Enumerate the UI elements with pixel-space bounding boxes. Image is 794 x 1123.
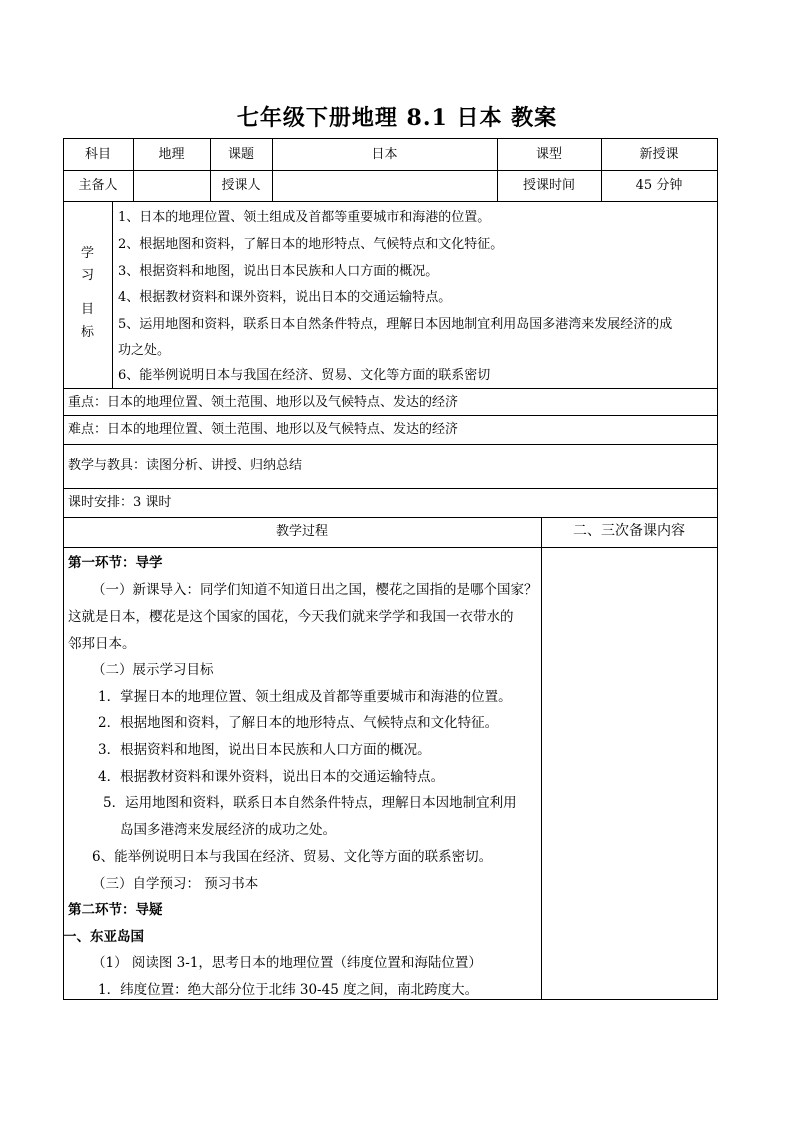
teaching-methods: 教学与教具：读图分析、讲授、归纳总结 — [68, 458, 303, 473]
goal-item: 2．根据地图和资料，了解日本的地形特点、气候特点和文化特征。 — [98, 715, 499, 731]
goal-item: 4．根据教材资料和课外资料，说出日本的交通运输特点。 — [98, 769, 445, 785]
grid-line — [63, 444, 718, 445]
grid-line — [63, 138, 718, 139]
grid-line — [541, 517, 542, 1000]
objective-item: 3、根据资料和地图，说出日本民族和人口方面的概况。 — [118, 264, 439, 279]
grid-line — [63, 170, 718, 171]
grid-line — [112, 201, 113, 389]
lesson-type-label: 课型 — [535, 147, 562, 162]
objective-item: 6、能举例说明日本与我国在经济、贸易、文化等方面的联系密切 — [118, 368, 491, 383]
topic-label: 课题 — [227, 147, 254, 162]
objective-item: 2、根据地图和资料，了解日本的地形特点、气候特点和文化特征。 — [118, 237, 504, 252]
process-header: 教学过程 — [275, 524, 328, 539]
revision-header: 二、三次备课内容 — [573, 523, 685, 539]
key-points: 重点：日本的地理位置、领土范围、地形以及气候特点、发达的经济 — [68, 395, 459, 410]
preparer-label: 主备人 — [78, 178, 118, 193]
objective-item: 5、运用地图和资料，联系日本自然条件特点，理解日本因地制宜利用岛国多港湾来发展经济的成 — [118, 317, 673, 332]
step2-title: 第二环节：导疑 — [68, 902, 163, 918]
lesson-type-value: 新授课 — [639, 147, 679, 162]
step1-title: 第一环节：导学 — [68, 555, 163, 571]
grid-line — [63, 517, 718, 518]
objectives-label-char: 标 — [80, 325, 94, 340]
objective-item: 1、日本的地理位置、领土组成及首都等重要城市和海港的位置。 — [118, 210, 491, 225]
objectives-label-char: 目 — [80, 302, 94, 317]
class-time-label: 授课时间 — [522, 178, 575, 193]
grid-line — [63, 201, 718, 202]
intro-text: 邻邦日本。 — [68, 636, 136, 652]
section-title: 一、东亚岛国 — [63, 929, 144, 945]
class-time-value: 45 分钟 — [635, 178, 683, 193]
subject-value: 地理 — [158, 147, 185, 162]
intro-text: 这就是日本，樱花是这个国家的国花，今天我们就来学学和我国一衣带水的 — [68, 609, 514, 625]
intro-text: （一）新课导入：同学们知道不知道日出之国，樱花之国指的是哪个国家？ — [92, 582, 538, 598]
document-title: 七年级下册地理 8.1 日本 教案 — [236, 105, 558, 131]
self-study: （三）自学预习： 预习书本 — [92, 876, 259, 892]
objectives-label-char: 习 — [80, 268, 94, 283]
objective-item: 4、根据教材资料和课外资料，说出日本的交通运输特点。 — [118, 290, 452, 305]
show-goals-heading: （二）展示学习目标 — [92, 662, 214, 678]
goal-item: 3．根据资料和地图，说出日本民族和人口方面的概况。 — [98, 742, 431, 758]
question: （1） 阅读图 3-1，思考日本的地理位置（纬度位置和海陆位置） — [92, 955, 482, 971]
grid-line — [63, 999, 718, 1000]
goal-item-continued: 岛国多港湾来发展经济的成功之处。 — [120, 822, 336, 838]
grid-line — [63, 415, 718, 416]
subject-label: 科目 — [84, 147, 111, 162]
objective-item-continued: 功之处。 — [118, 343, 171, 358]
grid-line — [63, 547, 718, 548]
goal-item: 1．掌握日本的地理位置、领土组成及首都等重要城市和海港的位置。 — [98, 689, 512, 705]
teacher-label: 授课人 — [221, 178, 261, 193]
goal-item: 6、能举例说明日本与我国在经济、贸易、文化等方面的联系密切。 — [92, 849, 493, 865]
goal-item: 5．运用地图和资料，联系日本自然条件特点，理解日本因地制宜利用 — [103, 795, 517, 811]
difficult-points: 难点：日本的地理位置、领土范围、地形以及气候特点、发达的经济 — [68, 422, 459, 437]
objectives-label-char: 学 — [80, 246, 94, 261]
grid-line — [63, 488, 718, 489]
class-schedule: 课时安排：3 课时 — [68, 495, 172, 510]
topic-value: 日本 — [371, 147, 398, 162]
grid-line — [63, 388, 718, 389]
answer: 1．纬度位置：绝大部分位于北纬 30-45 度之间，南北跨度大。 — [98, 982, 479, 998]
